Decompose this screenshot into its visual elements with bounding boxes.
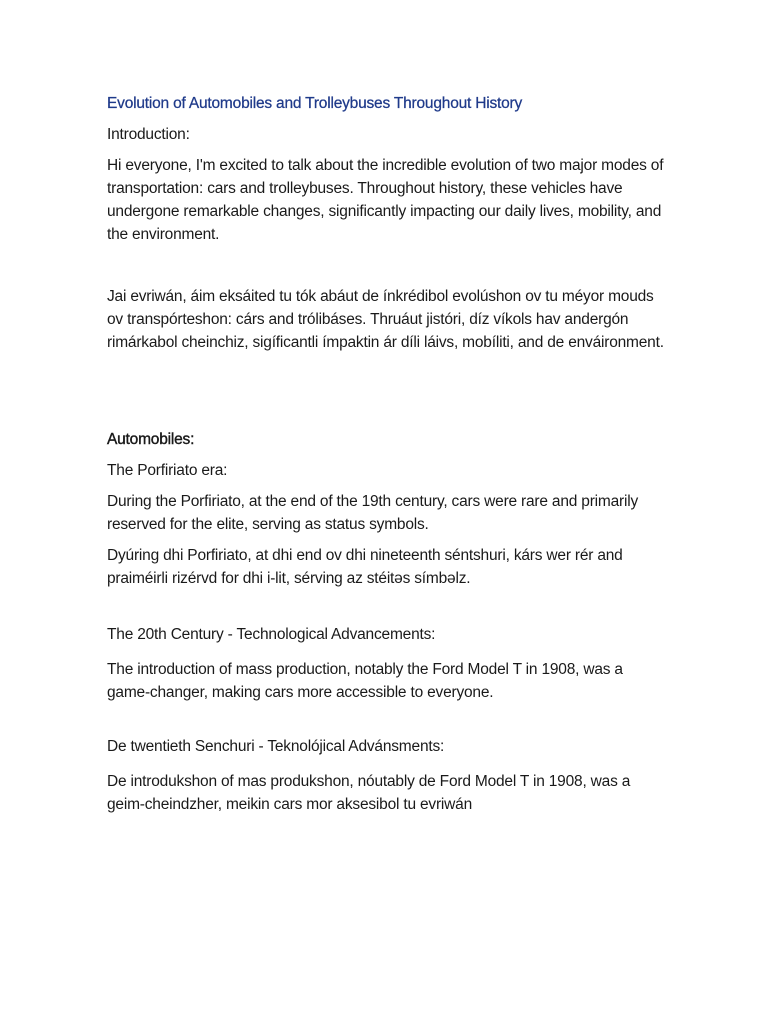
century20-paragraph-english: The introduction of mass production, notably the Ford Model T in 1908, was a game-changer, making cars more accessible to everyone. xyxy=(107,661,623,701)
document-title: Evolution of Automobiles and Trolleybuses Throughout History xyxy=(107,95,523,112)
intro-heading: Introduction: xyxy=(107,126,190,143)
century20-heading-phonetic: De twentieth Senchuri - Teknolójical Advánsments: xyxy=(107,738,445,755)
century20-heading: The 20th Century - Technological Advancements: xyxy=(107,626,436,643)
document-body xyxy=(107,92,667,816)
intro-paragraph-phonetic: Jai evriwán, áim eksáited tu tók abáut de ínkrédibol evolúshon ov tu méyor mouds ov transpórteshon: cárs and trólibáses. Thruáut jistóri, díz víkols hav andergón rimárkabol cheinchiz, sigíficantli ímpaktin ár díli láivs, mobíliti, and de enváironment. xyxy=(107,288,664,351)
century20-paragraph-phonetic: De introdukshon of mas produkshon, nóutably de Ford Model T in 1908, was a geim-cheindzher, meikin cars mor aksesibol tu evriwán xyxy=(107,773,631,813)
porfiriato-heading: The Porfiriato era: xyxy=(107,462,228,479)
intro-paragraph-english: Hi everyone, I'm excited to talk about the incredible evolution of two major modes of transportation: cars and trolleybuses. Throughout history, these vehicles have undergone remarkable changes, significantly impacting our daily lives, mobility, and the environment. xyxy=(107,157,664,243)
porfiriato-paragraph-english: During the Porfiriato, at the end of the 19th century, cars were rare and primarily reserved for the elite, serving as status symbols. xyxy=(107,493,639,533)
automobiles-section-heading: Automobiles: xyxy=(107,431,195,448)
porfiriato-paragraph-phonetic: Dyúring dhi Porfiriato, at dhi end ov dhi nineteenth séntshuri, kárs wer rér and praiméirli rizérvd for dhi i-lit, sérving az stéitəs símbəlz. xyxy=(107,547,623,587)
